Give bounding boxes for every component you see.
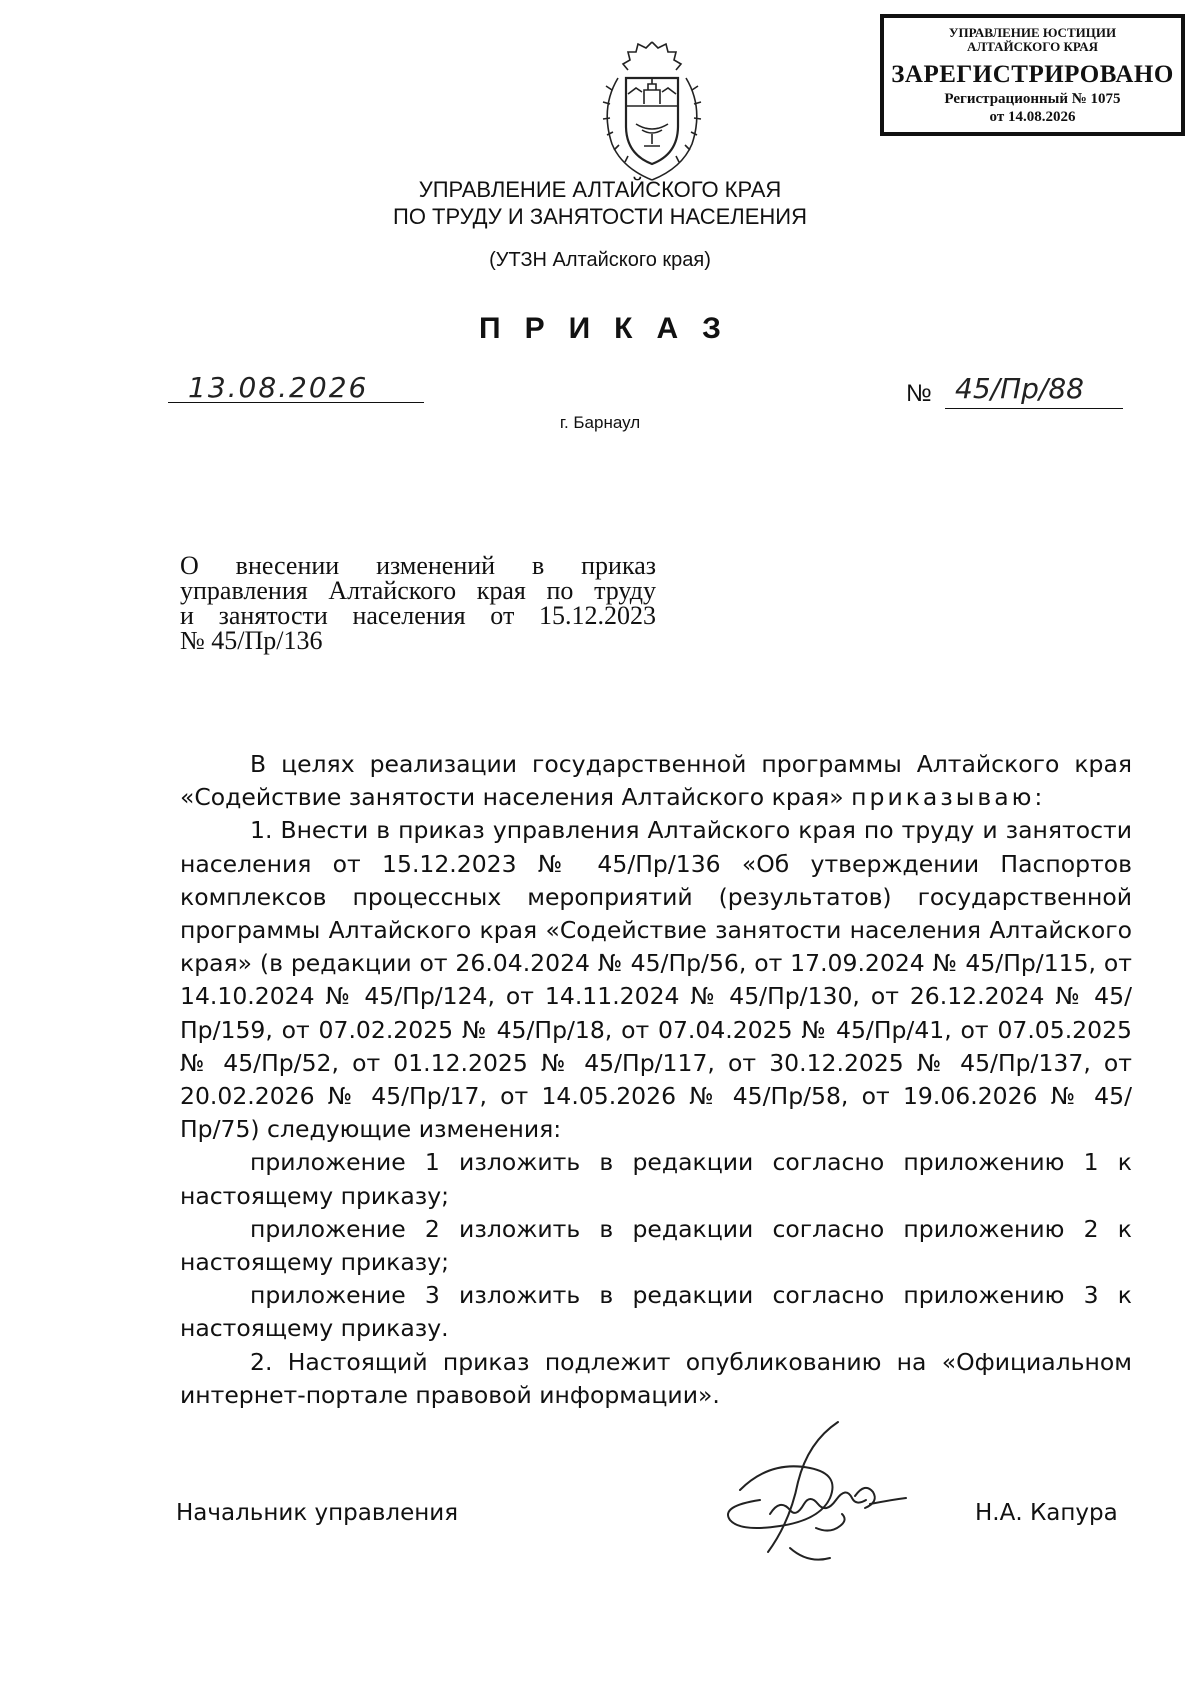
registration-stamp xyxy=(880,14,1185,136)
subject-line1: О внесении изменений в приказ xyxy=(180,551,656,580)
order-body xyxy=(180,748,1132,1412)
document-type-title: ПРИКАЗ xyxy=(479,312,745,345)
signatory-role: Начальник управления xyxy=(176,1500,459,1526)
organization-line2: ПО ТРУДУ И ЗАНЯТОСТИ НАСЕЛЕНИЯ xyxy=(393,204,807,229)
item-2: 2. Настоящий приказ подлежит опубликованию на «Официальном интернет-портале правовой информации». xyxy=(180,1347,1132,1409)
date-underline xyxy=(168,402,424,403)
sub-item-2: приложение 2 изложить в редакции согласно приложению 2 к настоящему приказу; xyxy=(180,1214,1132,1277)
order-date-handwritten: 13.08.2026 xyxy=(188,371,369,404)
organization-name xyxy=(300,176,900,230)
number-sign: № xyxy=(906,380,932,407)
subject-line2: управления Алтайского края по труду xyxy=(180,576,656,605)
organization-abbreviation: (УТЗН Алтайского края) xyxy=(489,249,711,271)
coat-of-arms-icon xyxy=(588,34,716,184)
stamp-reg-number: Регистрационный № 1075 xyxy=(944,91,1121,107)
subject-line3: и занятости населения от 15.12.2023 xyxy=(180,601,656,630)
sub-item-1: приложение 1 изложить в редакции согласно приложению 1 к настоящему приказу; xyxy=(180,1148,1132,1210)
order-subject xyxy=(180,553,656,653)
signatory-name: Н.А. Капура xyxy=(975,1500,1118,1526)
city: г. Барнаул xyxy=(559,413,641,432)
organization-line1: УПРАВЛЕНИЕ АЛТАЙСКОГО КРАЯ xyxy=(418,177,782,202)
item-1: 1. Внести в приказ управления Алтайского края по труду и занятости населения от 15.12.2023 № 45/Пр/136 «Об утверждении Паспортов комплексов процессных мероприятий (результатов) государственной программы Алтайского края «Содействие занятости населения Алтайского края» (в редакции от 26.04.2024 № 45/Пр/56, от 17.09.2024 № 45/Пр/115, от 14.10.2024 № 45/Пр/124, от 14.11.2024 № 45/Пр/130, от 26.12.2024 № 45/Пр/159, от 07.02.2025 № 45/Пр/18, от 07.04.2025 № 45/Пр/41, от 07.05.2025 № 45/Пр/52, от 01.12.2025 № 45/Пр/117, от 30.12.2025 № 45/Пр/137, от 20.02.2026 № 45/Пр/17, от 14.05.2026 № 45/Пр/58, от 19.06.2026 № 45/Пр/75) следующие изменения: xyxy=(180,816,1132,1144)
stamp-org-line2: АЛТАЙСКОГО КРАЯ xyxy=(967,39,1098,54)
stamp-status: ЗАРЕГИСТРИРОВАНО xyxy=(891,61,1174,88)
number-underline xyxy=(945,408,1123,409)
subject-line4: № 45/Пр/136 xyxy=(180,626,323,655)
stamp-reg-date: от 14.08.2026 xyxy=(989,109,1076,125)
sub-item-3: приложение 3 изложить в редакции согласно приложению 3 к настоящему приказу. xyxy=(180,1281,1132,1343)
intro-text: В целях реализации государственной программы Алтайского края «Содействие занятости населения Алтайского края» xyxy=(180,750,1132,812)
order-number-handwritten: 45/Пр/88 xyxy=(955,372,1084,405)
stamp-org-line1: УПРАВЛЕНИЕ ЮСТИЦИИ xyxy=(948,25,1117,40)
intro-end: : xyxy=(1034,783,1043,812)
handwritten-signature xyxy=(720,1418,940,1583)
intro-paragraph xyxy=(180,748,1132,814)
order-word: приказываю xyxy=(851,783,1035,812)
